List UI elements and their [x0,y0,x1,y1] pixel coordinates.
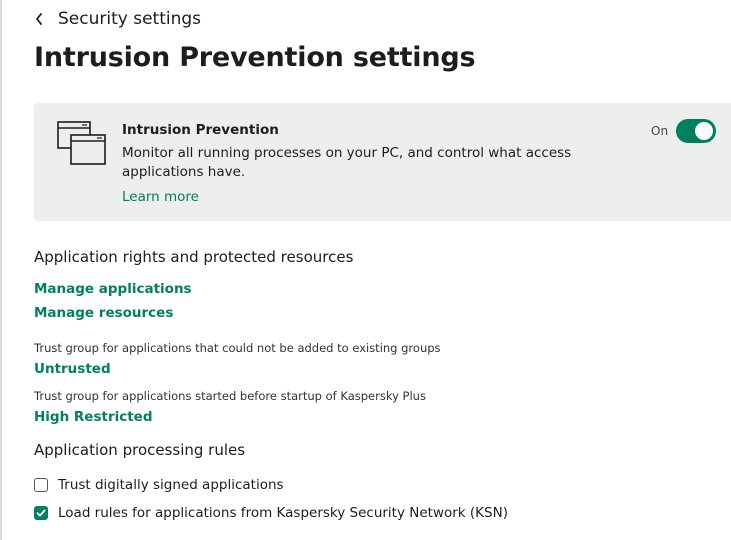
back-button-label: Security settings [58,9,202,29]
trust-signed-apps-checkbox[interactable] [34,478,48,492]
manage-resources-link[interactable]: Manage resources [34,305,174,321]
back-button[interactable] [34,8,201,30]
toggle-knob [695,122,713,140]
learn-more-link[interactable]: Learn more [122,189,199,205]
feature-description: Monitor all running processes on your PC, and control what access applications have. [122,145,572,180]
feature-status-card [34,103,731,221]
startup-group-link[interactable]: High Restricted [34,409,153,425]
startup-group-caption: Trust group for applications started before startup of Kaspersky Plus [34,389,426,403]
feature-toggle-switch[interactable] [676,119,716,143]
page-title: Intrusion Prevention settings [34,42,476,73]
trust-signed-apps-label: Trust digitally signed applications [58,477,284,493]
feature-name: Intrusion Prevention [122,122,279,138]
toggle-state-label: On [651,124,669,138]
checkmark-icon [36,508,46,518]
load-ksn-rules-label: Load rules for applications from Kaspersky Security Network (KSN) [58,505,508,521]
load-ksn-rules-option[interactable] [34,504,508,522]
untrusted-group-caption: Trust group for applications that could not be added to existing groups [34,341,441,355]
rules-section-title: Application processing rules [34,441,246,459]
rights-section-title: Application rights and protected resources [34,248,354,266]
load-ksn-rules-checkbox[interactable] [34,506,48,520]
untrusted-group-link[interactable]: Untrusted [34,361,111,377]
chevron-left-icon [34,12,48,26]
window-left-border [0,0,2,540]
manage-applications-link[interactable]: Manage applications [34,281,192,297]
trust-signed-apps-option[interactable] [34,476,284,494]
windows-icon [56,120,108,168]
